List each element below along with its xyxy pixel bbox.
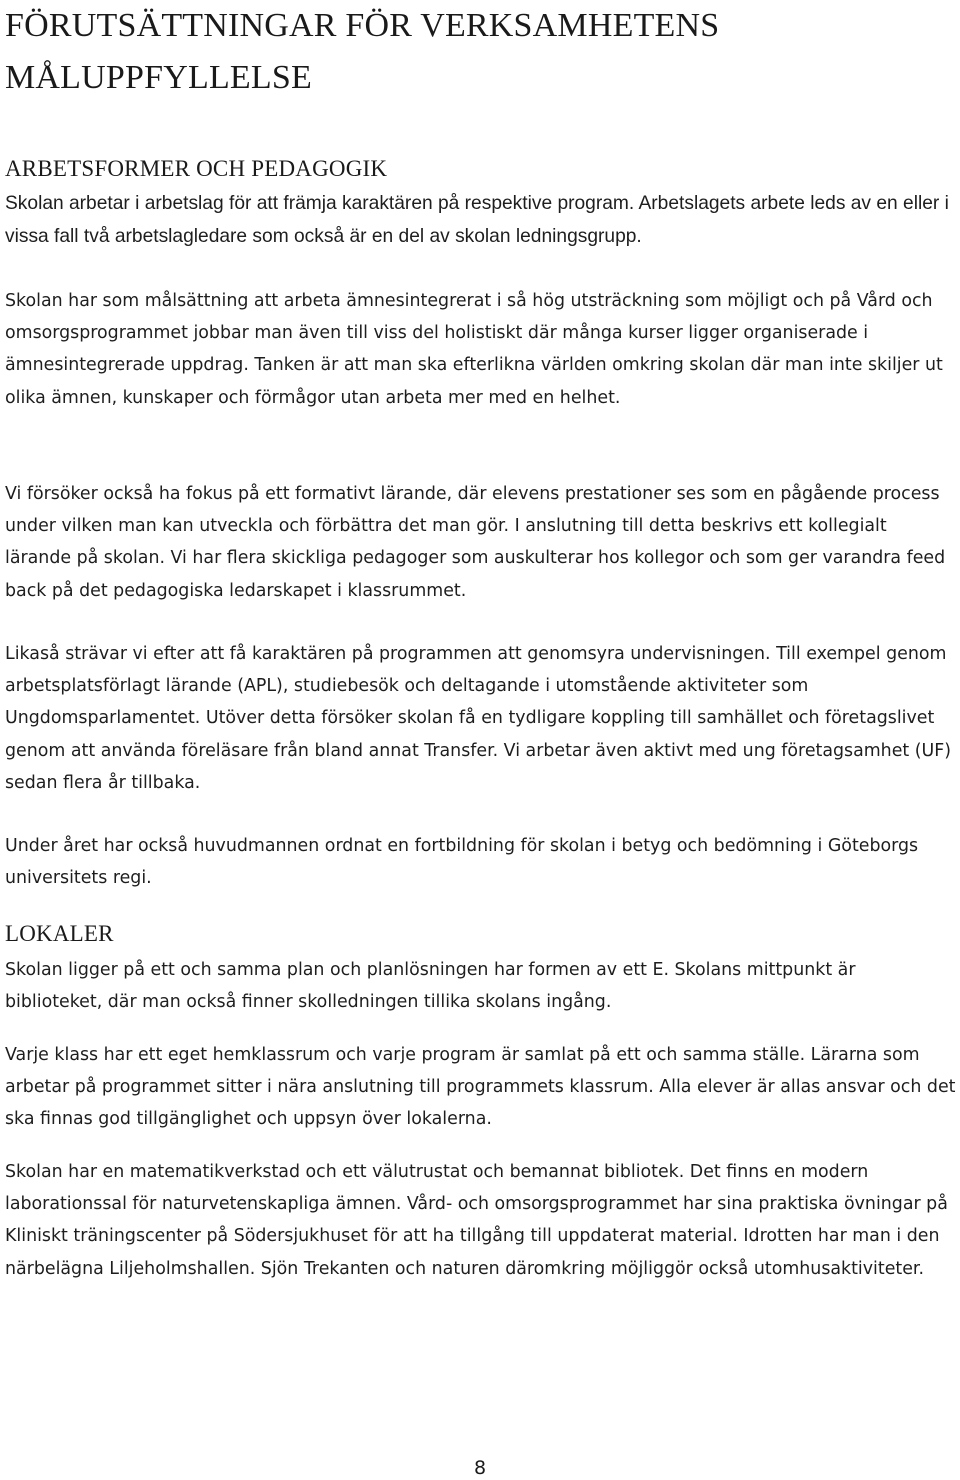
paragraph-fortbildning: Under året har också huvudmannen ordnat en fortbildning för skolan i betyg och bedömning i Göteborgs universitets regi. bbox=[5, 836, 919, 889]
paragraph-amnesintegrerat: Skolan har som målsättning att arbeta ämnesintegrerat i så hög utsträckning som möjligt och på Vård och omsorgsprogrammet jobbar man även till viss del holistiskt där många kurser ligger organiserade i ämnesintegrerade uppdrag. Tanken är att man ska efterlikna världen omkring skolan där man inte skiljer ut olika ämnen, kunskaper och förmågor utan arbeta mer med en helhet. bbox=[5, 291, 943, 408]
section-heading-lokaler: LOKALER bbox=[5, 921, 114, 946]
paragraph-hemklassrum: Varje klass har ett eget hemklassrum och varje program är samlat på ett och samma ställe. Lärarna som arbetar på programmet sitter i nära anslutning till programmets klassrum. Alla elever är allas ansvar och det ska finnas god tillgänglighet och uppsyn över lokalerna. bbox=[5, 1045, 956, 1130]
paragraph-karaktaren: Likaså strävar vi efter att få karaktären på programmen att genomsyra undervisningen. Till exempel genom arbetsplatsförlagt lärande (APL), studiebesök och deltagande i utomstående aktiviteter som Ungdomsparlamentet. Utöver detta försöker skolan få en tydligare koppling till samhället och företagslivet genom att använda föreläsare från bland annat Transfer. Vi arbetar även aktivt med ung företagsamhet (UF) sedan flera år tillbaka. bbox=[5, 644, 952, 793]
paragraph-formativt-larande: Vi försöker också ha fokus på ett formativt lärande, där elevens prestationer ses som en pågående process under vilken man kan utveckla och förbättra det man gör. I anslutning till detta beskrivs ett kollegialt lärande på skolan. Vi har flera skickliga pedagoger som auskulterar hos kollegor och som ger varandra feed back på det pedagogiska ledarskapet i klassrummet. bbox=[5, 484, 946, 601]
paragraph-arbetslag: Skolan arbetar i arbetslag för att främja karaktären på respektive program. Arbetslagets arbete leds av en eller i vissa fall två arbetslagledare som också är en del av skolan ledningsgrupp. bbox=[5, 193, 949, 247]
page-title: FÖRUTSÄTTNINGAR FÖR VERKSAMHETENS MÅLUPPFYLLELSE bbox=[5, 7, 720, 96]
page-number: 8 bbox=[473, 1457, 487, 1479]
paragraph-matematikverkstad: Skolan har en matematikverkstad och ett välutrustat och bemannat bibliotek. Det finns en modern laborationssal för naturvetenskapliga ämnen. Vård- och omsorgsprogrammet har sina praktiska övningar på Kliniskt träningscenter på Södersjukhuset för att ha tillgång till uppdaterat material. Idrotten har man i den närbelägna Liljeholmshallen. Sjön Trekanten och naturen däromkring möjliggör också utomhusaktiviteter. bbox=[5, 1162, 948, 1279]
paragraph-planlosning: Skolan ligger på ett och samma plan och planlösningen har formen av ett E. Skolans mittpunkt är biblioteket, där man också finner skolledningen tillika skolans ingång. bbox=[5, 960, 856, 1013]
section-heading-arbetsformer: ARBETSFORMER OCH PEDAGOGIK bbox=[5, 156, 388, 181]
